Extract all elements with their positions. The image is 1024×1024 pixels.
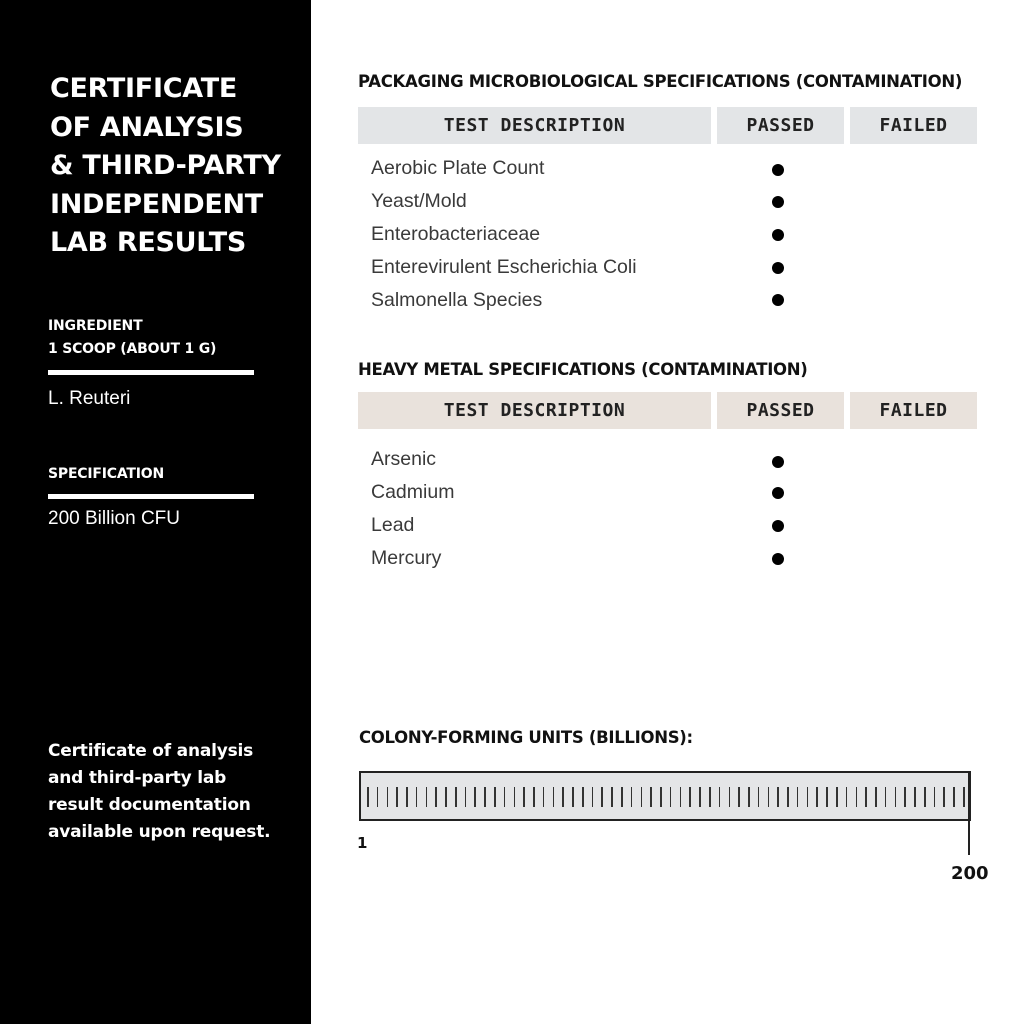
cfu-scale-tick	[856, 787, 858, 807]
cfu-scale-tick	[631, 787, 633, 807]
cfu-scale-tick	[543, 787, 545, 807]
cfu-scale-tick	[377, 787, 379, 807]
ingredient-label-line: INGREDIENT	[48, 318, 143, 334]
specification-value: 200 Billion CFU	[48, 508, 180, 529]
cfu-scale-tick	[738, 787, 740, 807]
metal-passed-dot	[772, 487, 784, 499]
cfu-scale-tick	[904, 787, 906, 807]
cfu-scale-tick	[953, 787, 955, 807]
cfu-scale-tick	[729, 787, 731, 807]
metal-passed-dot	[772, 520, 784, 532]
cfu-scale-tick	[601, 787, 603, 807]
micro-passed-dot	[772, 229, 784, 241]
cfu-scale-tick	[504, 787, 506, 807]
cfu-scale-tick	[660, 787, 662, 807]
cfu-scale-tick	[816, 787, 818, 807]
cfu-scale-tick	[719, 787, 721, 807]
metal-row-label: Arsenic	[371, 448, 437, 470]
cfu-scale-tick	[553, 787, 555, 807]
specification-divider	[48, 494, 254, 499]
cfu-scale-tick	[807, 787, 809, 807]
cfu-scale-tick	[768, 787, 770, 807]
cfu-scale-tick	[846, 787, 848, 807]
cfu-scale-tick	[416, 787, 418, 807]
specification-label: SPECIFICATION	[48, 466, 164, 482]
ingredient-divider	[48, 370, 254, 375]
note-line: Certificate of analysis	[48, 741, 254, 761]
cfu-scale-tick	[797, 787, 799, 807]
micro-passed-dot	[772, 196, 784, 208]
cfu-scale-tick	[895, 787, 897, 807]
cfu-scale-tick	[435, 787, 437, 807]
cfu-scale-tick	[484, 787, 486, 807]
cfu-scale-tick	[465, 787, 467, 807]
cfu-scale-tick	[689, 787, 691, 807]
micro-row-label: Enterobacteriaceae	[371, 223, 541, 245]
cfu-scale-tick	[826, 787, 828, 807]
metal-row-label: Cadmium	[371, 481, 455, 503]
micro-row-label: Aerobic Plate Count	[371, 157, 545, 179]
cfu-scale-tick	[914, 787, 916, 807]
title-line: CERTIFICATE	[50, 73, 237, 104]
cfu-scale-tick	[709, 787, 711, 807]
cfu-scale-tick	[777, 787, 779, 807]
cfu-scale-tick	[865, 787, 867, 807]
cfu-scale-tick	[670, 787, 672, 807]
cfu-scale-min-label: 1	[357, 834, 368, 852]
ingredient-label	[48, 315, 216, 361]
cfu-scale-tick	[924, 787, 926, 807]
cfu-scale-tick	[611, 787, 613, 807]
cfu-scale-tick	[963, 787, 965, 807]
cfu-scale-tick	[406, 787, 408, 807]
metal-header-failed: FAILED	[850, 392, 977, 429]
micro-header-passed: PASSED	[717, 107, 844, 144]
title-line: INDEPENDENT	[50, 188, 263, 220]
cfu-scale-tick	[787, 787, 789, 807]
cfu-scale-tick	[592, 787, 594, 807]
micro-passed-dot	[772, 294, 784, 306]
cfu-scale-tick	[582, 787, 584, 807]
cfu-scale-end-marker	[968, 771, 970, 855]
availability-note	[48, 738, 288, 846]
metal-passed-dot	[772, 456, 784, 468]
micro-passed-dot	[772, 262, 784, 274]
cfu-scale-tick	[474, 787, 476, 807]
certificate-title	[50, 70, 300, 263]
micro-row-label: Yeast/Mold	[371, 190, 467, 212]
note-line: result documentation	[48, 795, 251, 815]
cfu-scale-tick	[523, 787, 525, 807]
metal-header-passed: PASSED	[717, 392, 844, 429]
cfu-scale-tick	[641, 787, 643, 807]
cfu-scale-tick	[885, 787, 887, 807]
heavy-metal-section-title: HEAVY METAL SPECIFICATIONS (CONTAMINATION)	[358, 360, 808, 379]
note-line: available upon request.	[48, 822, 271, 842]
cfu-scale-tick	[680, 787, 682, 807]
cfu-scale-tick	[836, 787, 838, 807]
note-line: and third-party lab	[48, 768, 227, 788]
cfu-scale-title: COLONY-FORMING UNITS (BILLIONS):	[359, 728, 693, 747]
cfu-scale-tick	[650, 787, 652, 807]
cfu-scale-tick	[426, 787, 428, 807]
title-line: & THIRD-PARTY	[50, 150, 281, 181]
cfu-scale-tick	[514, 787, 516, 807]
cfu-scale-tick	[875, 787, 877, 807]
metal-row-label: Mercury	[371, 547, 442, 569]
microbiological-section-title: PACKAGING MICROBIOLOGICAL SPECIFICATIONS (CONTAMINATION)	[358, 72, 963, 91]
cfu-scale-tick	[494, 787, 496, 807]
cfu-scale-tick	[533, 787, 535, 807]
ingredient-value: L. Reuteri	[48, 388, 131, 409]
metal-passed-dot	[772, 553, 784, 565]
micro-passed-dot	[772, 164, 784, 176]
cfu-scale-ticks	[367, 787, 965, 807]
cfu-scale-tick	[572, 787, 574, 807]
cfu-scale-tick	[934, 787, 936, 807]
cfu-scale-tick	[758, 787, 760, 807]
micro-header-failed: FAILED	[850, 107, 977, 144]
cfu-scale-tick	[621, 787, 623, 807]
cfu-scale-tick	[396, 787, 398, 807]
cfu-scale-tick	[943, 787, 945, 807]
cfu-scale-tick	[748, 787, 750, 807]
cfu-scale-tick	[699, 787, 701, 807]
title-line: LAB RESULTS	[50, 227, 246, 258]
title-line: OF ANALYSIS	[50, 111, 244, 143]
cfu-scale-tick	[387, 787, 389, 807]
cfu-scale-tick	[445, 787, 447, 807]
micro-row-label: Enterevirulent Escherichia Coli	[371, 256, 637, 278]
micro-header-test: TEST DESCRIPTION	[358, 107, 711, 144]
micro-row-label: Salmonella Species	[371, 289, 543, 311]
cfu-scale-tick	[367, 787, 369, 807]
metal-header-test: TEST DESCRIPTION	[358, 392, 711, 429]
cfu-scale-tick	[455, 787, 457, 807]
metal-row-label: Lead	[371, 514, 415, 536]
ingredient-label-line: 1 SCOOP (ABOUT 1 G)	[48, 341, 217, 357]
left-panel	[0, 0, 311, 1024]
cfu-scale-tick	[562, 787, 564, 807]
cfu-scale-max-label: 200	[951, 863, 989, 884]
